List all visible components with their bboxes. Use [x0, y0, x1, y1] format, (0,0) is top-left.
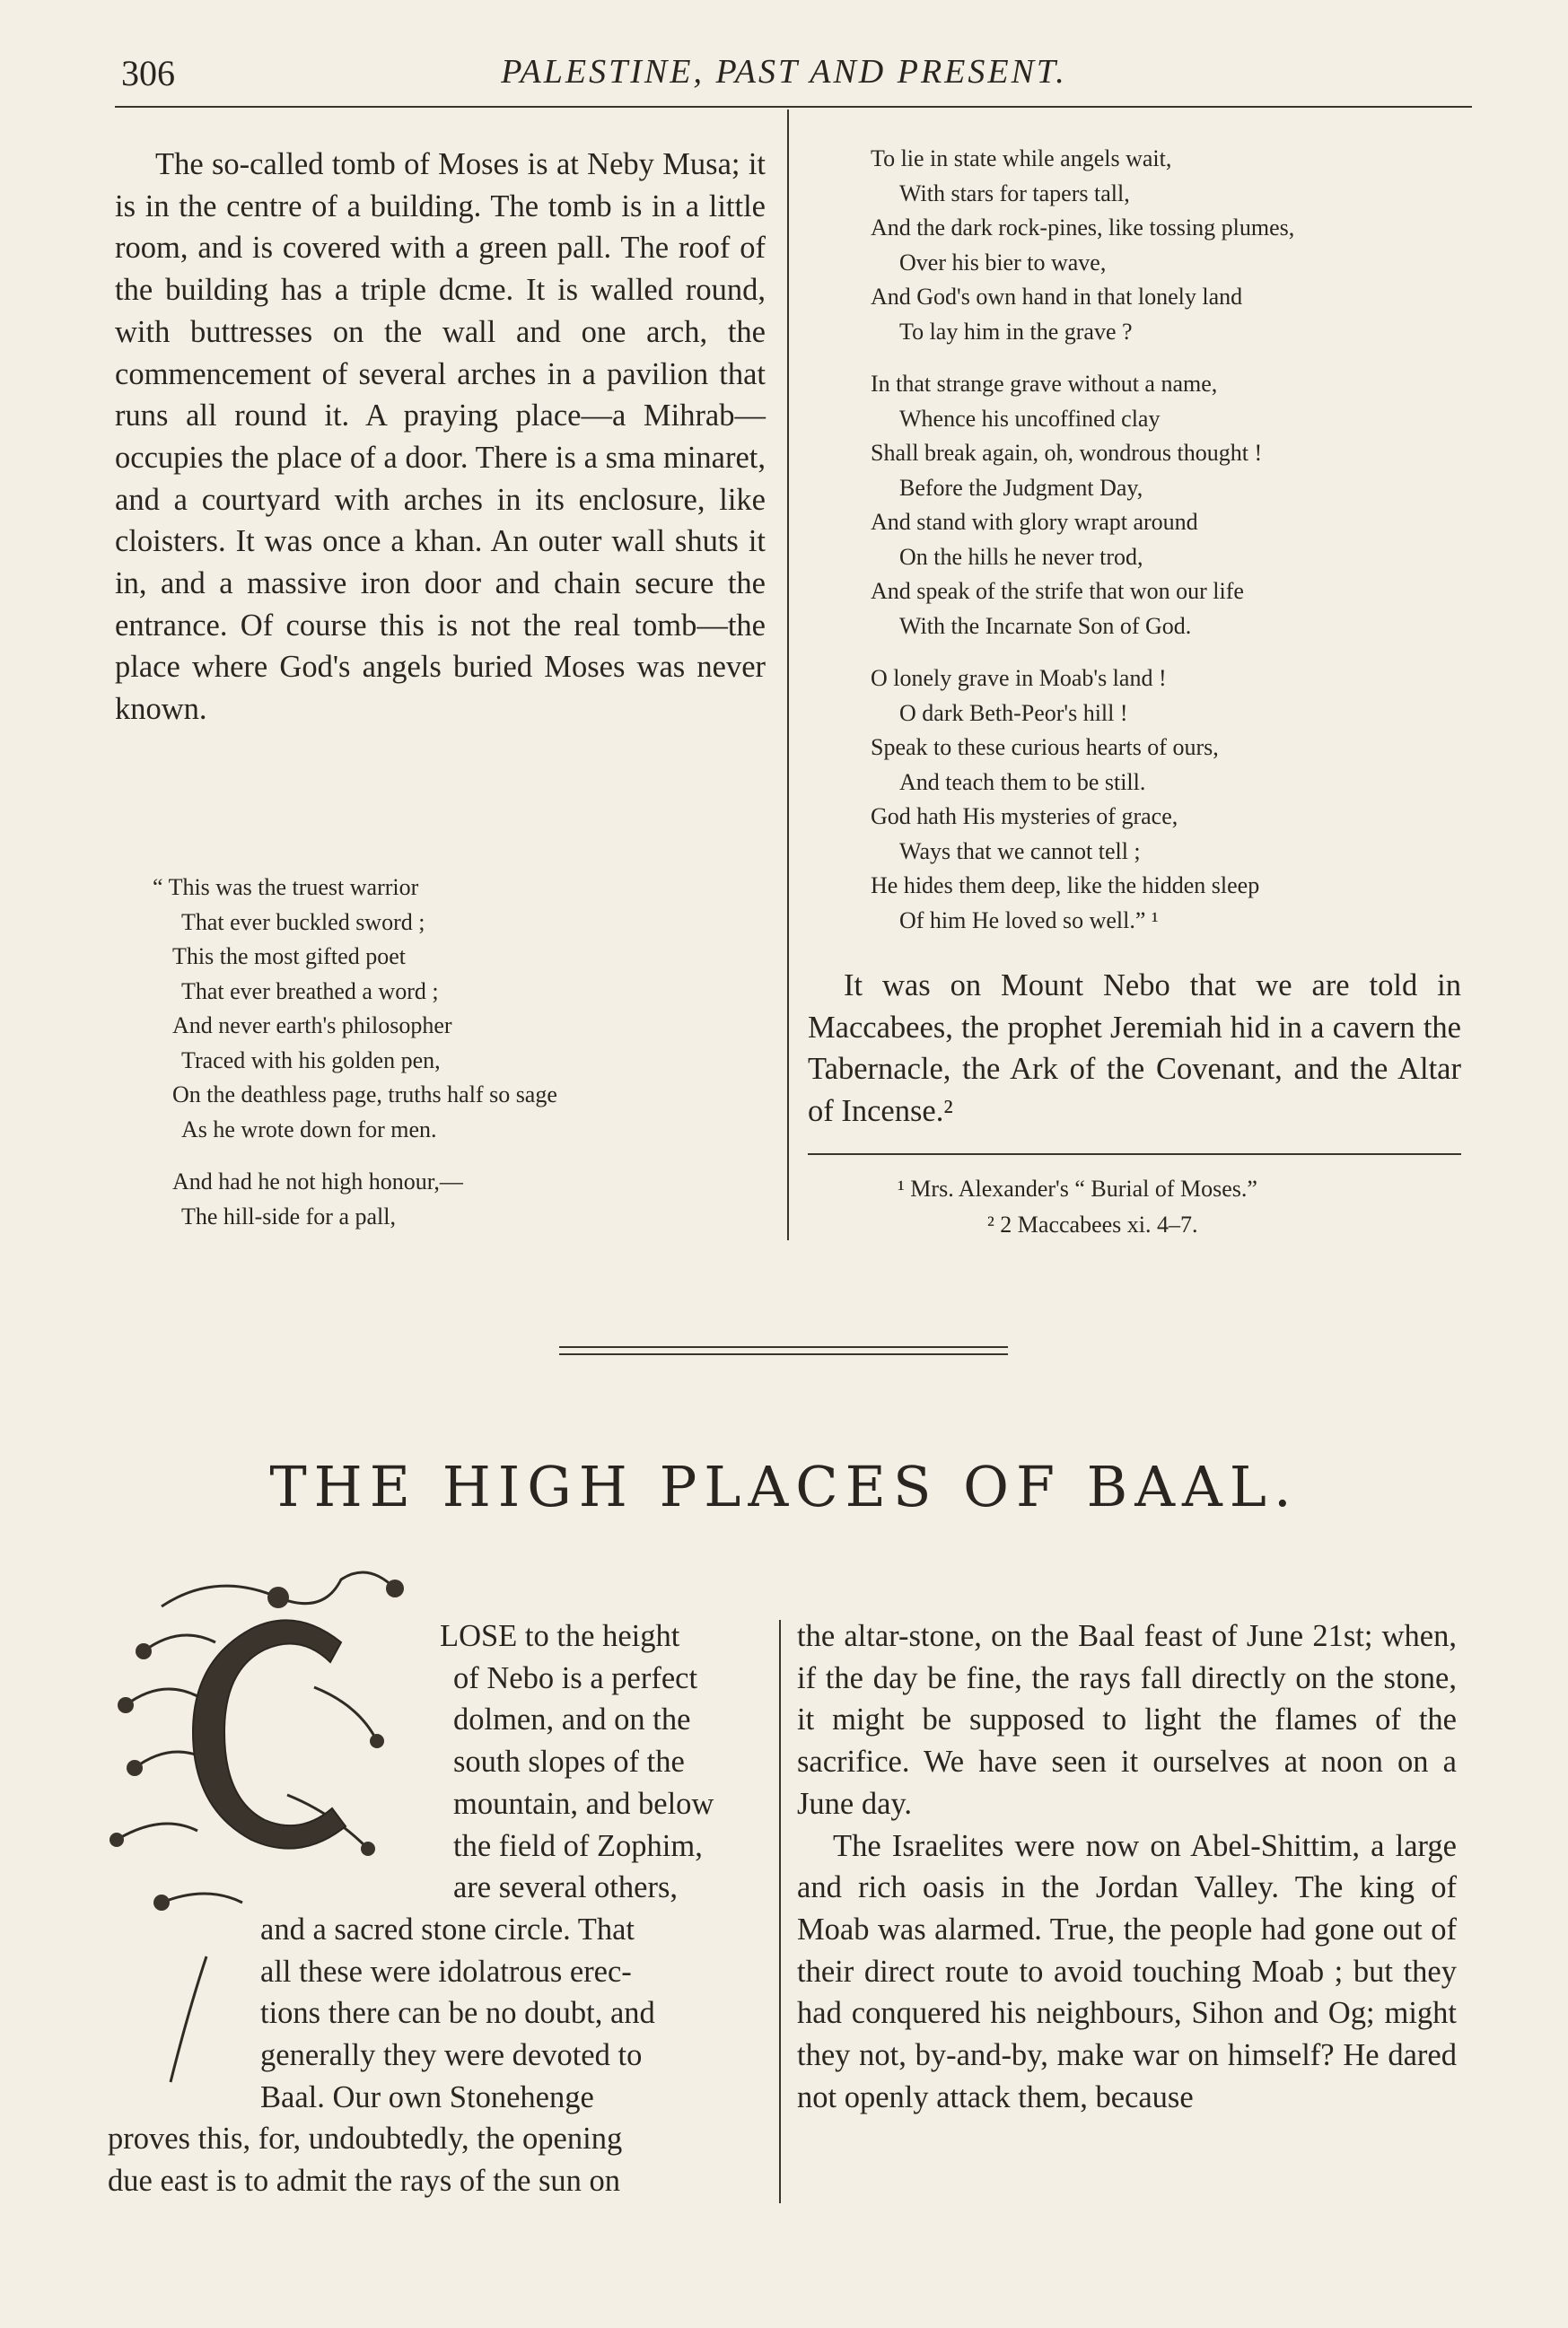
tomb-paragraph: The so-called tomb of Moses is at Neby Musa; it is in the centre of a building. The tomb is in a little room, and is covered with a green pall. The roof of the building has a triple dcme. It is walled round, with buttresses on the wall and one arch, the commencement of several arches in a pavilion that runs all round it. A praying place—a Mihrab—occupies the place of a door. There is a sma minaret, and a courtyard with arches in its enclosure, like cloisters. It was once a khan. An outer wall shuts it in, and a massive iron door and chain secure the entrance. Of course this is not the real tomb—the place where God's angels buried Moses was never known.: [115, 147, 766, 727]
poem-line: That ever breathed a word ;: [181, 977, 439, 1004]
poem-line: With the Incarnate Son of God.: [899, 612, 1192, 639]
poem-line: That ever buckled sword ;: [181, 908, 425, 935]
poem-line: Over his bier to wave,: [899, 249, 1107, 276]
column-divider-lower: [779, 1620, 781, 2203]
text-line: and a sacred stone circle. That: [260, 1912, 635, 1947]
poem-line: God hath His mysteries of grace,: [871, 803, 1178, 829]
poem-line: On the deathless page, truths half so sage: [172, 1081, 557, 1107]
section-right-column: [797, 1615, 1457, 2118]
text-line: proves this, for, undoubtedly, the opening: [108, 2122, 623, 2157]
poem-line: Of him He loved so well.” ¹: [899, 906, 1159, 933]
poem-line: And the dark rock-pines, like tossing plumes,: [871, 214, 1295, 241]
poem-line: To lie in state while angels wait,: [871, 145, 1172, 171]
poem-line: Before the Judgment Day,: [899, 474, 1143, 501]
page-number: 306: [121, 53, 175, 93]
poem-line: And stand with glory wrapt around: [871, 509, 1198, 535]
poem-line: “ This was the truest warrior: [153, 874, 419, 900]
poem-line: As he wrote down for men.: [181, 1116, 437, 1142]
text-line: the field of Zophim,: [453, 1828, 703, 1863]
nebo-paragraph: It was on Mount Nebo that we are told in Maccabees, the prophet Jeremiah hid in a cavern the Tabernacle, the Ark of the Covenant, and the Altar of Incense.²: [808, 968, 1461, 1129]
footnote-1: ¹ Mrs. Alexander's “ Burial of Moses.”: [898, 1176, 1257, 1202]
poem-line: On the hills he never trod,: [899, 543, 1143, 570]
poem-line: And had he not high honour,—: [172, 1168, 463, 1195]
poem-line: The hill-side for a pall,: [181, 1203, 396, 1230]
poem-line: In that strange grave without a name,: [871, 371, 1218, 397]
section-title: THE HIGH PLACES OF BAAL.: [269, 1454, 1299, 1519]
text-line: are several others,: [453, 1870, 678, 1905]
section-rule-top: [559, 1346, 1008, 1348]
section-rule-bottom: [559, 1353, 1008, 1355]
poem-line: And speak of the strife that won our life: [871, 578, 1244, 604]
poem-line: And God's own hand in that lonely land: [871, 284, 1243, 310]
israelites-paragraph: The Israelites were now on Abel-Shittim, a large and rich oasis in the Jordan Valley. The king of Moab was alarmed. True, the people had gone out of their direct route to avoid touching Moab ; but they had conquered his neighbours, Sihon and Og; might they not, by-and-by, make war on himself? He dared not openly attack them, because: [797, 1828, 1457, 2114]
poem-line: Whence his uncoffined clay: [899, 405, 1161, 432]
poem-line: With stars for tapers tall,: [899, 179, 1130, 206]
poem-line: He hides them deep, like the hidden sleep: [871, 872, 1260, 898]
left-poem: [153, 871, 557, 1234]
poem-line: To lay him in the grave ?: [899, 318, 1133, 345]
poem-line: O lonely grave in Moab's land !: [871, 665, 1167, 691]
text-line: dolmen, and on the: [453, 1702, 691, 1737]
footnote-rule: [808, 1153, 1461, 1155]
poem-line: Speak to these curious hearts of ours,: [871, 734, 1219, 760]
poem-line: And never earth's philosopher: [172, 1012, 452, 1038]
text-line: tions there can be no doubt, and: [260, 1996, 655, 2031]
footnote-2: ² 2 Maccabees xi. 4–7.: [987, 1212, 1198, 1238]
text-line: all these were idolatrous erec-: [260, 1954, 632, 1989]
text-line: of Nebo is a perfect: [453, 1660, 698, 1695]
nebo-paragraph-block: [808, 965, 1461, 1133]
text-line: LOSE to the height: [440, 1619, 680, 1653]
poem-line: O dark Beth-Peor's hill !: [899, 699, 1128, 726]
text-line: mountain, and below: [453, 1786, 714, 1821]
text-line: generally they were devoted to: [260, 2038, 643, 2072]
text-line: Baal. Our own Stonehenge: [260, 2079, 594, 2114]
poem-line: Ways that we cannot tell ;: [899, 837, 1141, 864]
right-poem: [871, 142, 1294, 938]
text-line: south slopes of the: [453, 1745, 685, 1780]
text-line: due east is to admit the rays of the sun on: [108, 2164, 621, 2199]
poem-line: Traced with his golden pen,: [181, 1046, 441, 1073]
header-rule: [115, 106, 1472, 108]
poem-line: Shall break again, oh, wondrous thought !: [871, 440, 1263, 466]
poem-line: This the most gifted poet: [172, 943, 406, 969]
poem-line: And teach them to be still.: [899, 768, 1146, 795]
running-title: PALESTINE, PAST AND PRESENT.: [501, 53, 1067, 91]
left-column: [115, 144, 766, 731]
column-divider-upper: [787, 109, 789, 1240]
altar-paragraph: the altar-stone, on the Baal feast of June 21st; when, if the day be fine, the rays fall directly on the stone, it might be supposed to light the flames of the sacrifice. We have seen it ourselves at noon on a June day.: [797, 1619, 1457, 1821]
